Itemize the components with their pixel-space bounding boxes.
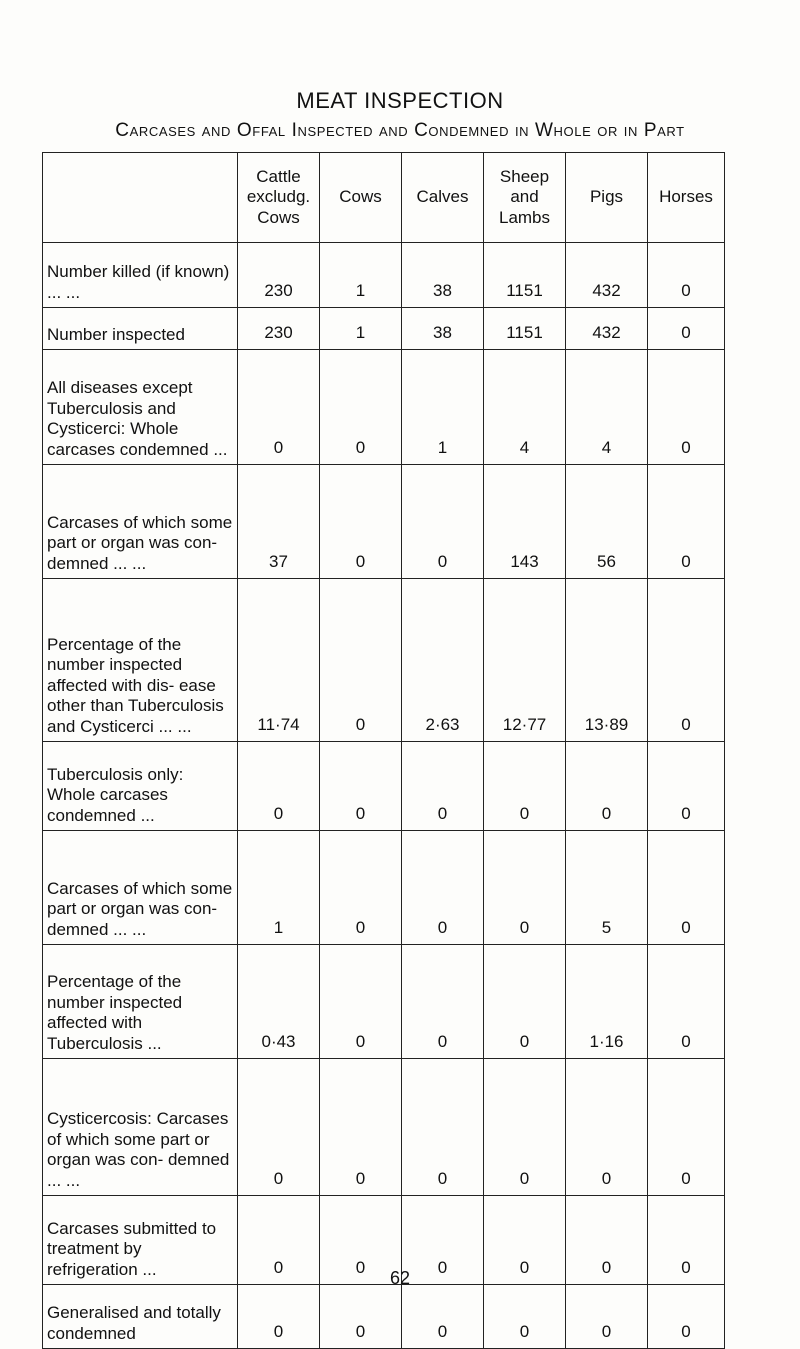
cell-value: 0 [238, 1285, 320, 1349]
cell-value: 0 [402, 1285, 484, 1349]
cell-value: 0 [566, 1059, 648, 1196]
cell-value: 0 [402, 742, 484, 831]
cell-value: 0 [648, 579, 725, 742]
table-row [43, 308, 725, 350]
cell-value: 0 [648, 350, 725, 465]
table-row [43, 465, 725, 579]
page-title: MEAT INSPECTION [296, 88, 504, 113]
cell-value: 0 [484, 945, 566, 1059]
cell-value: 0 [484, 831, 566, 945]
cell-value: 0 [648, 1196, 725, 1285]
row-label: Carcases of which some part or organ was con- demned ... ... [43, 831, 238, 945]
cell-value: 0 [320, 1196, 402, 1285]
cell-value: 0 [648, 831, 725, 945]
cell-value: 4 [566, 350, 648, 465]
table-row [43, 350, 725, 465]
cell-value: 0 [402, 1196, 484, 1285]
cell-value: 37 [238, 465, 320, 579]
cell-value: 0 [320, 579, 402, 742]
table-row [43, 945, 725, 1059]
header-cell-sheep: Sheep and Lambs [484, 153, 566, 243]
cell-value: 0 [238, 350, 320, 465]
cell-value: 1151 [484, 308, 566, 350]
inspection-table [42, 152, 725, 1349]
cell-value: 0 [320, 350, 402, 465]
header-cell-cattle: Cattle excludg. Cows [238, 153, 320, 243]
cell-value: 38 [402, 308, 484, 350]
header-row [43, 153, 725, 243]
header-cell-cows: Cows [320, 153, 402, 243]
cell-value: 230 [238, 308, 320, 350]
cell-value: 0 [402, 945, 484, 1059]
header-cell-pigs: Pigs [566, 153, 648, 243]
cell-value: 432 [566, 308, 648, 350]
table-row [43, 579, 725, 742]
page-number: 62 [389, 1268, 411, 1288]
cell-value: 0 [566, 1285, 648, 1349]
page-subtitle: Carcases and Offal Inspected and Condemned in Whole or in Part [115, 120, 685, 141]
cell-value: 0 [238, 1059, 320, 1196]
row-label: Cysticercosis: Carcases of which some part or organ was con- demned ... ... [43, 1059, 238, 1196]
cell-value: 0 [484, 1285, 566, 1349]
cell-value: 0 [566, 742, 648, 831]
cell-value: 4 [484, 350, 566, 465]
cell-value: 0 [648, 945, 725, 1059]
header-cell-calves: Calves [402, 153, 484, 243]
header-cell-blank [43, 153, 238, 243]
cell-value: 0 [648, 742, 725, 831]
cell-value: 0 [484, 1059, 566, 1196]
cell-value: 0·43 [238, 945, 320, 1059]
cell-value: 0 [320, 465, 402, 579]
cell-value: 432 [566, 243, 648, 308]
cell-value: 0 [484, 742, 566, 831]
cell-value: 0 [402, 1059, 484, 1196]
row-label: Number killed (if known) ... ... [43, 243, 238, 308]
cell-value: 1 [238, 831, 320, 945]
table-row [43, 243, 725, 308]
table-row [43, 742, 725, 831]
cell-value: 1151 [484, 243, 566, 308]
cell-value: 1 [320, 308, 402, 350]
header-cell-horses: Horses [648, 153, 725, 243]
cell-value: 0 [402, 465, 484, 579]
cell-value: 0 [648, 243, 725, 308]
cell-value: 230 [238, 243, 320, 308]
cell-value: 0 [648, 308, 725, 350]
cell-value: 5 [566, 831, 648, 945]
table-row [43, 831, 725, 945]
row-label: Carcases submitted to treatment by refrigeration ... [43, 1196, 238, 1285]
cell-value: 0 [320, 1285, 402, 1349]
table-row [43, 1285, 725, 1349]
cell-value: 0 [238, 1196, 320, 1285]
cell-value: 1 [320, 243, 402, 308]
cell-value: 38 [402, 243, 484, 308]
cell-value: 2·63 [402, 579, 484, 742]
row-label: Carcases of which some part or organ was con- demned ... ... [43, 465, 238, 579]
row-label: Generalised and totally condemned [43, 1285, 238, 1349]
row-label: Percentage of the number inspected affected with dis- ease other than Tuberculosis and Cysticerci ... ... [43, 579, 238, 742]
cell-value: 0 [320, 1059, 402, 1196]
row-label: Tuberculosis only: Whole carcases condemned ... [43, 742, 238, 831]
cell-value: 1 [402, 350, 484, 465]
cell-value: 0 [320, 945, 402, 1059]
cell-value: 0 [648, 1059, 725, 1196]
cell-value: 0 [238, 742, 320, 831]
row-label: Percentage of the number inspected affected with Tuberculosis ... [43, 945, 238, 1059]
table-row [43, 1059, 725, 1196]
cell-value: 1·16 [566, 945, 648, 1059]
cell-value: 0 [648, 465, 725, 579]
cell-value: 0 [320, 831, 402, 945]
cell-value: 13·89 [566, 579, 648, 742]
cell-value: 0 [648, 1285, 725, 1349]
cell-value: 0 [566, 1196, 648, 1285]
cell-value: 0 [402, 831, 484, 945]
cell-value: 56 [566, 465, 648, 579]
cell-value: 11·74 [238, 579, 320, 742]
row-label: Number inspected [43, 308, 238, 350]
cell-value: 12·77 [484, 579, 566, 742]
row-label: All diseases except Tuberculosis and Cysticerci: Whole carcases condemned ... [43, 350, 238, 465]
cell-value: 0 [484, 1196, 566, 1285]
cell-value: 0 [320, 742, 402, 831]
cell-value: 143 [484, 465, 566, 579]
